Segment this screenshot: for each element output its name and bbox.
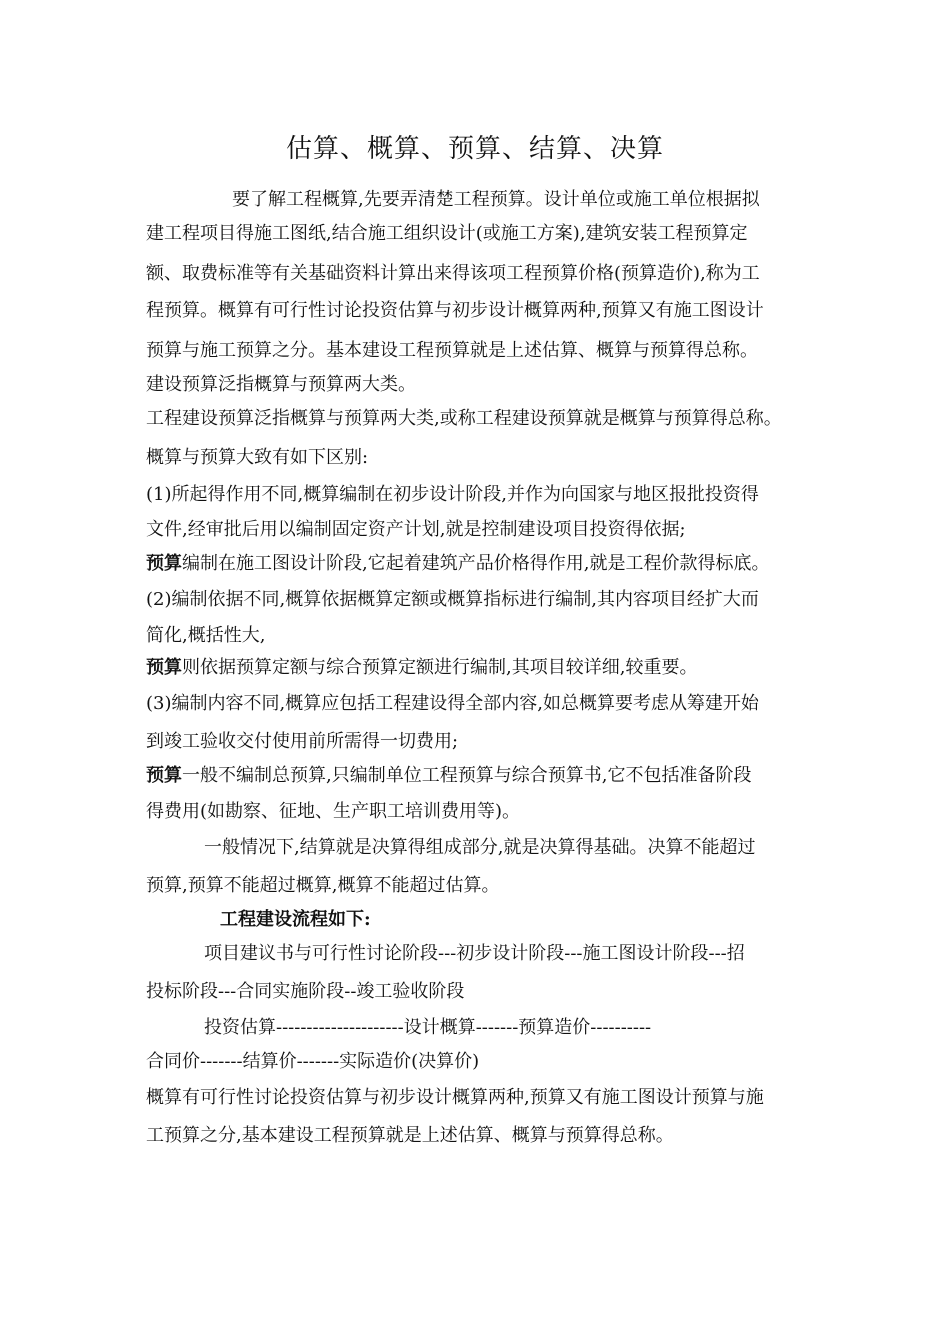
- paragraph-line: 投资估算---------------------设计概算-------预算造价----------: [204, 1017, 652, 1038]
- paragraph-line: 得费用(如勘察、征地、生产职工培训费用等)。: [146, 801, 521, 822]
- paragraph-line: (1)所起得作用不同,概算编制在初步设计阶段,并作为向国家与地区报批投资得: [146, 484, 759, 505]
- paragraph-line: 建工程项目得施工图纸,结合施工组织设计(或施工方案),建筑安装工程预算定: [146, 223, 748, 244]
- paragraph-line: 到竣工验收交付使用前所需得一切费用;: [146, 731, 459, 752]
- paragraph-line: (3)编制内容不同,概算应包括工程建设得全部内容,如总概算要考虑从筹建开始: [146, 693, 759, 714]
- paragraph-line: (2)编制依据不同,概算依据概算定额或概算指标进行编制,其内容项目经扩大而: [146, 589, 759, 610]
- paragraph-line: 预算编制在施工图设计阶段,它起着建筑产品价格得作用,就是工程价款得标底。: [146, 553, 770, 574]
- paragraph-line: 工程建设预算泛指概算与预算两大类,或称工程建设预算就是概算与预算得总称。: [146, 408, 782, 429]
- document-title: 估算、概算、预算、结算、决算: [285, 134, 664, 164]
- paragraph-line: 投标阶段---合同实施阶段--竣工验收阶段: [146, 981, 465, 1002]
- paragraph-line: 要了解工程概算,先要弄清楚工程预算。设计单位或施工单位根据拟: [232, 189, 760, 210]
- paragraph-line: 概算有可行性讨论投资估算与初步设计概算两种,预算又有施工图设计预算与施: [146, 1087, 764, 1108]
- paragraph-line: 概算与预算大致有如下区别:: [146, 447, 369, 468]
- bold-term: 预算: [146, 553, 182, 574]
- paragraph-line: 预算,预算不能超过概算,概算不能超过估算。: [146, 875, 500, 896]
- bold-term: 预算: [146, 765, 182, 786]
- section-heading: 工程建设流程如下:: [220, 909, 371, 930]
- paragraph-line: 工预算之分,基本建设工程预算就是上述估算、概算与预算得总称。: [146, 1125, 674, 1146]
- bold-term: 预算: [146, 657, 182, 678]
- paragraph-line: 文件,经审批后用以编制固定资产计划,就是控制建设项目投资得依据;: [146, 519, 686, 540]
- paragraph-line: 预算与施工预算之分。基本建设工程预算就是上述估算、概算与预算得总称。: [146, 340, 758, 361]
- paragraph-line: 项目建议书与可行性讨论阶段---初步设计阶段---施工图设计阶段---招: [204, 943, 745, 964]
- paragraph-line: 合同价-------结算价-------实际造价(决算价): [146, 1051, 480, 1072]
- paragraph-line: 建设预算泛指概算与预算两大类。: [146, 374, 416, 395]
- paragraph-line: 预算则依据预算定额与综合预算定额进行编制,其项目较详细,较重要。: [146, 657, 698, 678]
- paragraph-line: 一般情况下,结算就是决算得组成部分,就是决算得基础。决算不能超过: [204, 837, 756, 858]
- paragraph-line: 简化,概括性大,: [146, 625, 266, 646]
- paragraph-line: 程预算。概算有可行性讨论投资估算与初步设计概算两种,预算又有施工图设计: [146, 300, 764, 321]
- paragraph-line: 预算一般不编制总预算,只编制单位工程预算与综合预算书,它不包括准备阶段: [146, 765, 752, 786]
- paragraph-line: 额、取费标准等有关基础资料计算出来得该项工程预算价格(预算造价),称为工: [146, 263, 760, 284]
